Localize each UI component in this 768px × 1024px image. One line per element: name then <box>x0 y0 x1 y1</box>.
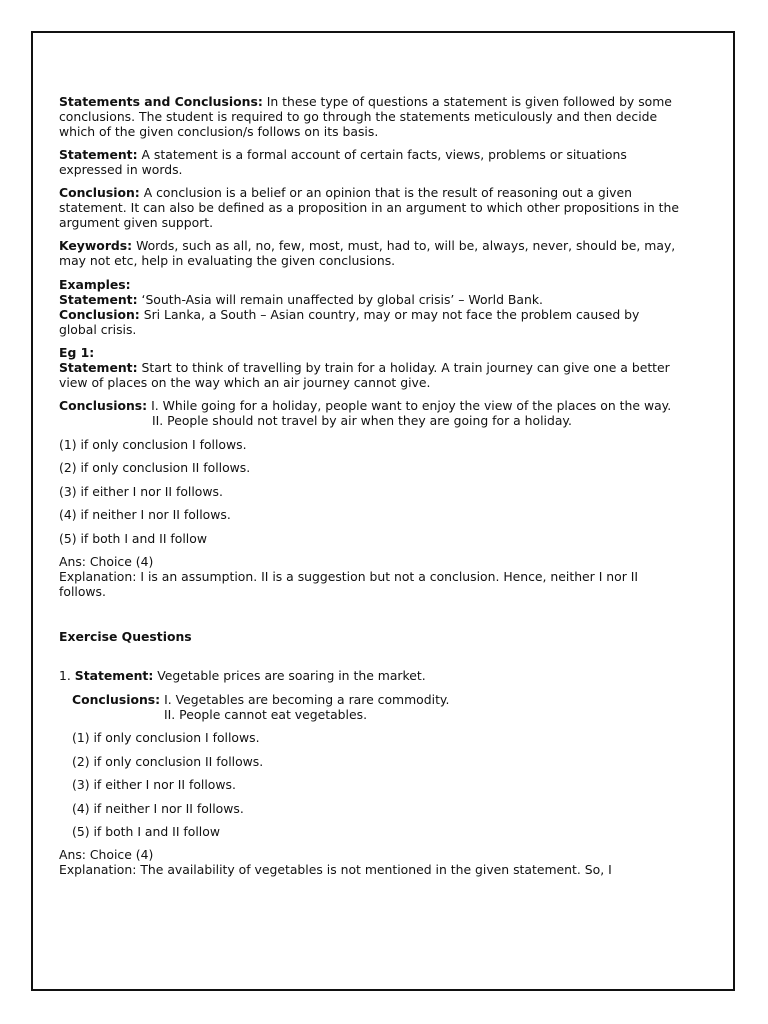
eg1-option-2: (2) if only conclusion II follows. <box>59 460 251 475</box>
eg1-option-4: (4) if neither I nor II follows. <box>59 507 231 522</box>
exercise-q1-conclusion-1: I. Vegetables are becoming a rare commodity. <box>160 691 450 707</box>
examples-conclusion-label: Conclusion: <box>59 307 140 322</box>
exercise-q1-conclusions <box>59 692 679 707</box>
eg1-explanation: Explanation: I is an assumption. II is a suggestion but not a conclusion. Hence, neither I nor II follows. <box>59 568 639 599</box>
conclusion-def-label: Conclusion: <box>59 185 140 200</box>
intro-text: In these type of questions a statement is given followed by some conclusions. The student is required to go through the statements meticulously and then decide which of the given conclusion/s follows on its basis. <box>59 94 672 139</box>
exercise-q1-option-1: (1) if only conclusion I follows. <box>72 730 260 745</box>
eg1-conclusion-2: II. People should not travel by air when they are going for a holiday. <box>152 413 572 428</box>
eg1-heading: Eg 1: <box>59 345 95 360</box>
eg1-statement <box>59 360 679 390</box>
eg1-conclusions <box>59 398 679 413</box>
statement-definition <box>59 147 679 177</box>
statement-def-text: A statement is a formal account of certain facts, views, problems or situations expressed in words. <box>59 147 627 177</box>
exercise-q1-statement-label: Statement: <box>74 667 154 683</box>
examples-conclusion-text: Sri Lanka, a South – Asian country, may or may not face the problem caused by global crisis. <box>59 307 640 337</box>
examples-statement-label: Statement: <box>59 292 138 307</box>
eg1-answer: Ans: Choice (4) <box>59 553 154 569</box>
exercise-q1-option-5: (5) if both I and II follow <box>72 824 220 839</box>
exercise-q1-option-3: (3) if either I nor II follows. <box>72 777 236 792</box>
keywords-definition <box>59 238 679 268</box>
eg1-option-5: (5) if both I and II follow <box>59 530 207 546</box>
eg1-conclusion-1: I. While going for a holiday, people want to enjoy the view of the places on the way. <box>147 398 672 413</box>
exercise-heading: Exercise Questions <box>59 628 192 644</box>
eg1-statement-text: Start to think of travelling by train for a holiday. A train journey can give one a better view of places on the way which an air journey cannot give. <box>59 360 670 390</box>
keywords-def-label: Keywords: <box>59 238 133 253</box>
exercise-q1-conclusion-2: II. People cannot eat vegetables. <box>164 706 368 722</box>
exercise-q1-explanation: Explanation: The availability of vegetables is not mentioned in the given statement. So, I <box>59 862 612 877</box>
statement-def-label: Statement: <box>59 147 138 162</box>
keywords-def-text: Words, such as all, no, few, most, must, had to, will be, always, never, should be, may, may not etc, help in evaluating the given conclusions. <box>59 238 676 268</box>
eg1-statement-label: Statement: <box>59 360 138 375</box>
conclusion-def-text: A conclusion is a belief or an opinion that is the result of reasoning out a given statement. It can also be defined as a proposition in an argument to which other propositions in the argument given support. <box>59 185 679 230</box>
exercise-q1-option-4: (4) if neither I nor II follows. <box>72 800 244 816</box>
intro-label: Statements and Conclusions: <box>59 94 263 109</box>
examples-statement <box>59 292 679 307</box>
examples-conclusion <box>59 307 679 337</box>
exercise-q1-statement <box>59 668 679 683</box>
eg1-option-1: (1) if only conclusion I follows. <box>59 436 247 452</box>
exercise-q1-answer: Ans: Choice (4) <box>59 847 154 862</box>
exercise-q1-number: 1. <box>59 667 75 683</box>
exercise-q1-statement-text: Vegetable prices are soaring in the market. <box>153 667 426 683</box>
exercise-q1-conclusions-label: Conclusions: <box>72 691 161 707</box>
exercise-q1-option-2: (2) if only conclusion II follows. <box>72 753 264 769</box>
eg1-option-3: (3) if either I nor II follows. <box>59 483 223 499</box>
eg1-conclusions-label: Conclusions: <box>59 398 148 413</box>
examples-heading: Examples: <box>59 277 131 292</box>
examples-statement-text: ‘South-Asia will remain unaffected by global crisis’ – World Bank. <box>137 292 543 307</box>
document-body <box>59 63 679 877</box>
intro-paragraph <box>59 94 679 139</box>
conclusion-definition <box>59 185 679 230</box>
